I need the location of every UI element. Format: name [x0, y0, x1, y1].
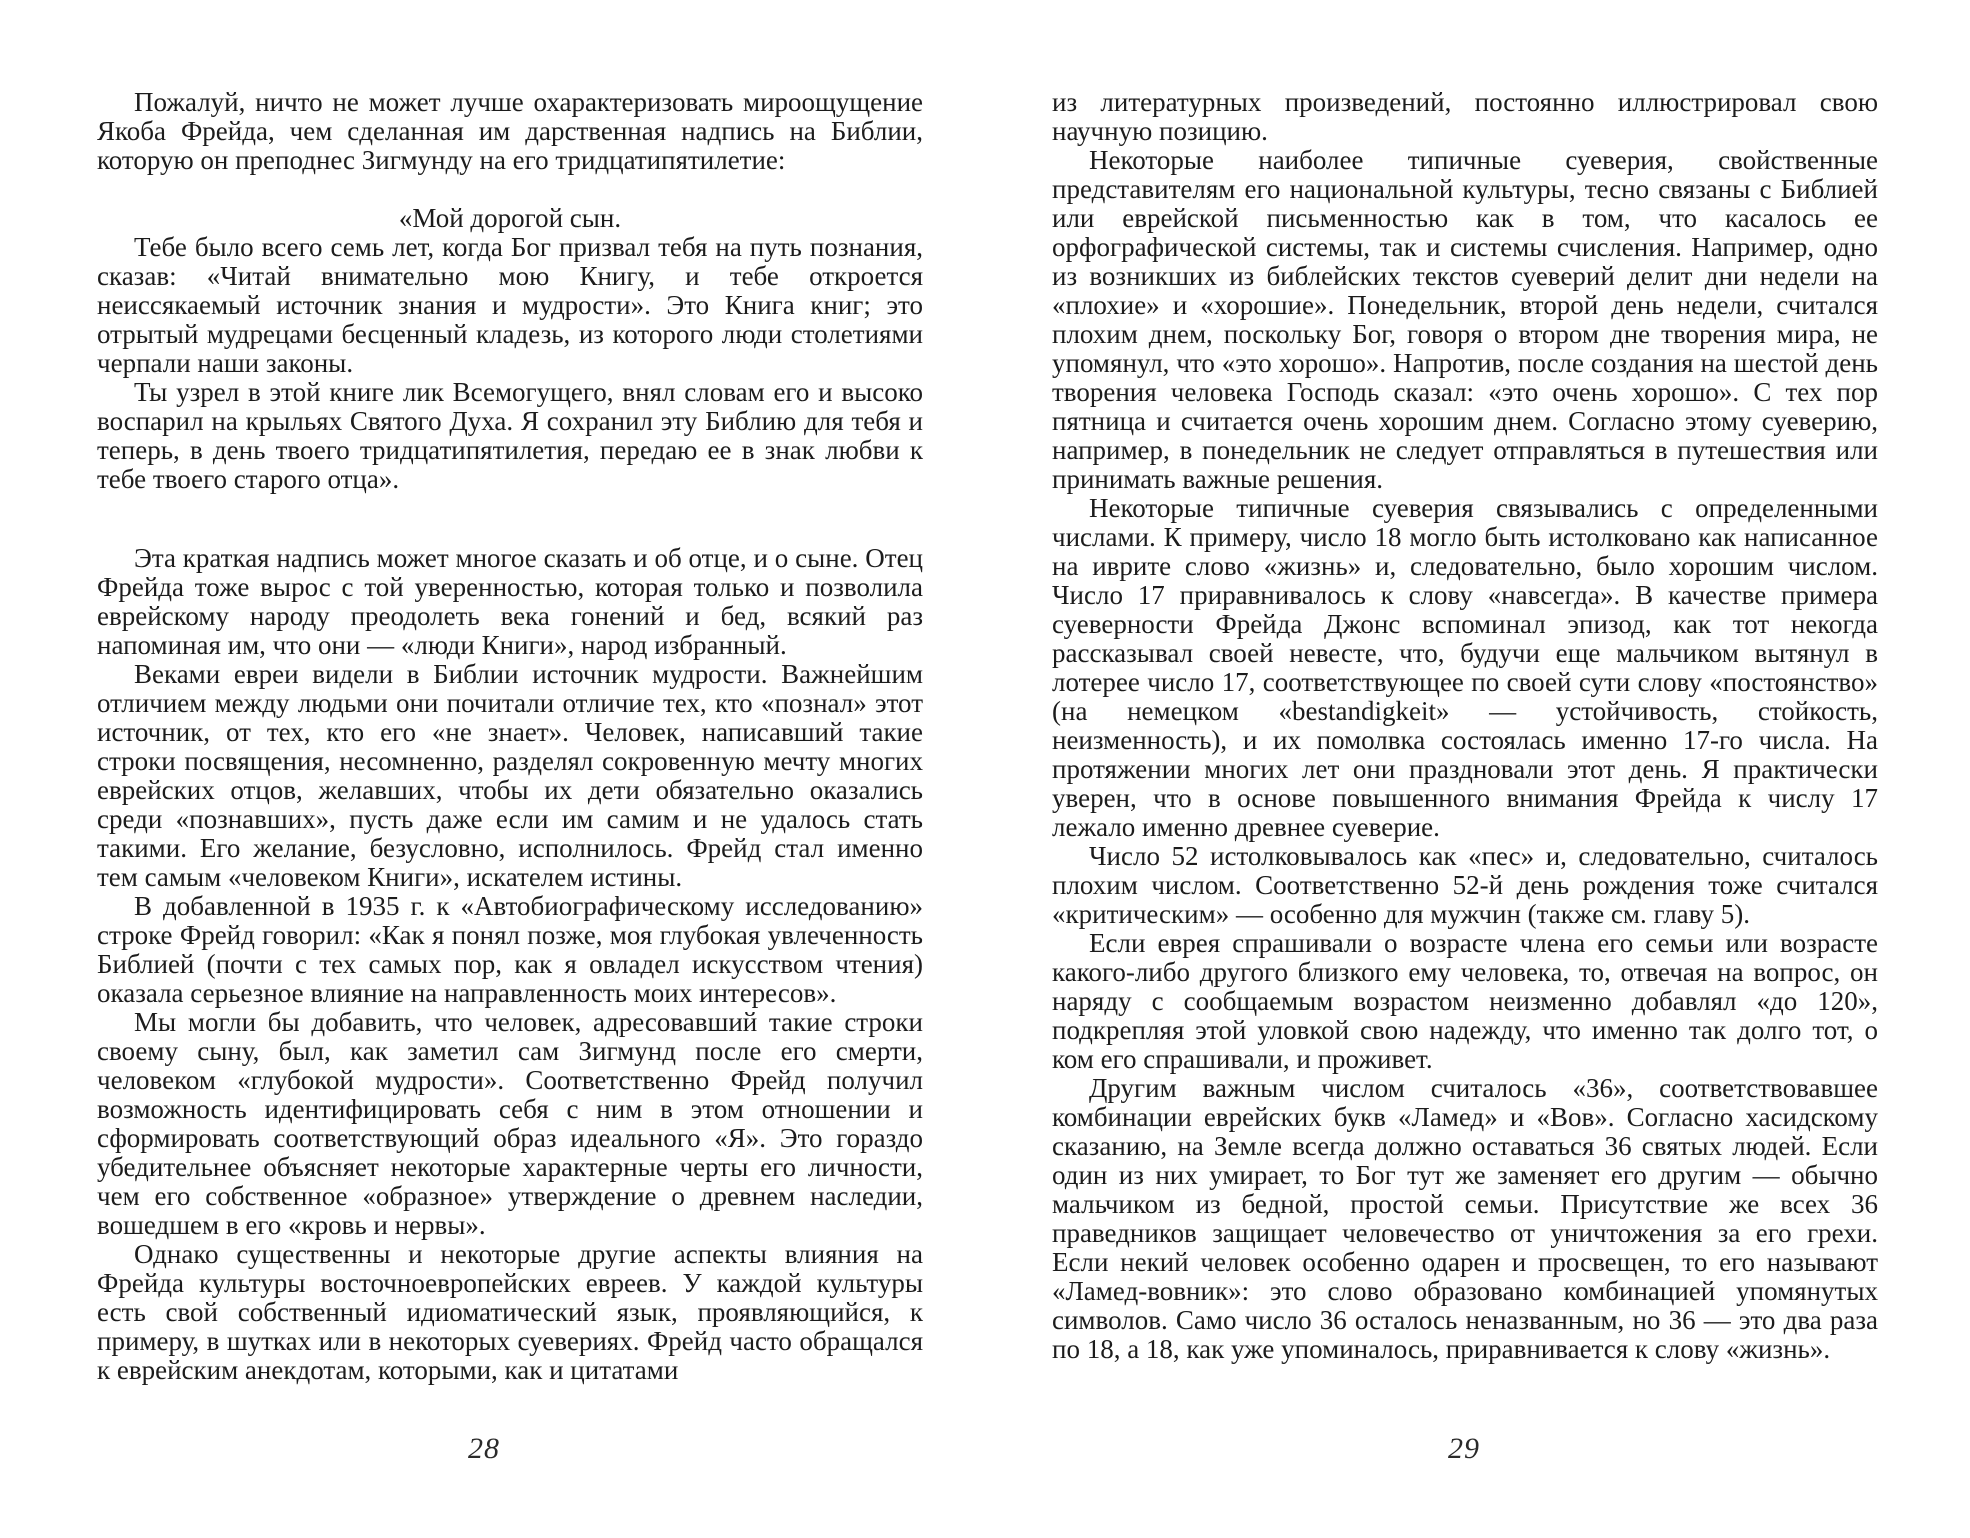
- page-number-left: 28: [468, 1432, 500, 1465]
- body-paragraph: Другим важным числом считалось «36», соответствовавшее комбинации еврейских букв «Ламед» и «Вов». Согласно хасидскому сказанию, на Земле всегда должно оставаться 36 святых людей. Если один из них умирает, то Бог тут же заменяет его другим — обычно мальчиком из бедной, простой семьи. Присутствие же всех 36 праведников защищает человечество от уничтожения за его грехи. Если некий человек особенно одарен и просвещен, то его называют «Ламед-вовник»: это слово образовано комбинацией упомянутых символов. Само число 36 осталось неназванным, но 36 — это два раза по 18, а 18, как уже упоминалось, приравнивается к слову «жизнь».: [1052, 1073, 1878, 1364]
- spacer: [97, 175, 923, 204]
- inscription-salutation: «Мой дорогой сын.: [398, 203, 622, 233]
- inscription-paragraph: Ты узрел в этой книге лик Всемогущего, внял словам его и высоко воспарил на крыльях Святого Духа. Я сохранил эту Библию для тебя и теперь, в день твоего тридцатипятилетия, передаю ее в знак любви к тебе твоего старого отца».: [97, 377, 923, 494]
- body-paragraph: Некоторые типичные суеверия связывались с определенными числами. К примеру, число 18 могло быть истолковано как написанное на иврите слово «жизнь» и, следовательно, было хорошим числом. Число 17 приравнивалось к слову «навсегда». В качестве примера суеверности Фрейда Джонс вспоминал эпизод, как тот некогда рассказывал своей невесте, что, будучи еще мальчиком вытянул в лотерее число 17, соответствующее по своей сути слову «постоянство» (на немецком «bestandigkeit» — устойчивость, стойкость, неизменность), и их помолвка состоялась именно 17-го числа. На протяжении многих лет они праздновали этот день. Я практически уверен, что в основе повышенного внимания Фрейда к числу 17 лежало именно древнее суеверие.: [1052, 493, 1878, 842]
- body-paragraph: Число 52 истолковывалось как «пес» и, следовательно, считалось плохим числом. Соответственно 52-й день рождения тоже считался «критическим» — особенно для мужчин (также см. главу 5).: [1052, 841, 1878, 929]
- inscription-paragraph: Тебе было всего семь лет, когда Бог призвал тебя на путь познания, сказав: «Читай внимательно мою Книгу, и тебе откроется неиссякаемый источник знания и мудрости». Это Книга книг; это отрытый мудрецами бесценный кладезь, из которого люди столетиями черпали наши законы.: [97, 232, 923, 378]
- spacer: [97, 494, 923, 544]
- body-paragraph: Мы могли бы добавить, что человек, адресовавший такие строки своему сыну, был, как заметил сам Зигмунд после его смерти, человеком «глубокой мудрости». Соответственно Фрейд получил возможность идентифицировать себя с ним в этом отношении и сформировать соответствующий образ идеального «Я». Это гораздо убедительнее объясняет некоторые характерные черты его личности, чем его собственное «образное» утверждение о древнем наследии, вошедшем в его «кровь и нервы».: [97, 1007, 923, 1240]
- left-page: [97, 88, 923, 1385]
- body-paragraph: Веками евреи видели в Библии источник мудрости. Важнейшим отличием между людьми они почитали отличие тех, кто «познал» этот источник, от тех, кто его «не знает». Человек, написавший такие строки посвящения, несомненно, разделял сокровенную мечту многих еврейских отцов, желавших, чтобы их дети обязательно оказались среди «познавших», пусть даже если им самим и не удалось стать такими. Его желание, безусловно, исполнилось. Фрейд стал именно тем самым «человеком Книги», искателем истины.: [97, 659, 923, 892]
- body-paragraph: Если еврея спрашивали о возрасте члена его семьи или возрасте какого-либо другого близкого ему человека, то, отвечая на вопрос, он наряду с сообщаемым возрастом неизменно добавлял «до 120», подкрепляя этой уловкой свою надежду, что именно так долго тот, о ком его спрашивали, и проживет.: [1052, 928, 1878, 1074]
- body-paragraph: Некоторые наиболее типичные суеверия, свойственные представителям его национальной культуры, тесно связаны с Библией или еврейской письменностью как в том, что касалось ее орфографической системы, так и системы счисления. Например, одно из возникших из библейских текстов суеверий делит дни недели на «плохие» и «хорошие». Понедельник, второй день недели, считался плохим днем, поскольку Бог, говоря о втором дне творения мира, не упомянул, что «это хорошо». Напротив, после создания на шестой день творения человека Господь сказал: «это очень хорошо». С тех пор пятница и считается очень хорошим днем. Согласно этому суеверию, например, в понедельник не следует отправляться в путешествия или принимать важные решения.: [1052, 145, 1878, 494]
- body-paragraph: Эта краткая надпись может многое сказать и об отце, и о сыне. Отец Фрейда тоже вырос с той уверенностью, которая только и позволила еврейскому народу преодолеть века гонений и бед, всякий раз напоминая им, что они — «люди Книги», народ избранный.: [97, 543, 923, 660]
- continuation-paragraph: из литературных произведений, постоянно иллюстрировал свою научную позицию.: [1052, 87, 1878, 146]
- body-paragraph: Однако существенны и некоторые другие аспекты влияния на Фрейда культуры восточноевропейских евреев. У каждой культуры есть свой собственный идиоматический язык, проявляющийся, к примеру, в шутках или в некоторых суевериях. Фрейд часто обращался к еврейским анекдотам, которыми, как и цитатами: [97, 1239, 923, 1385]
- intro-paragraph: Пожалуй, ничто не может лучше охарактеризовать мироощущение Якоба Фрейда, чем сделанная им дарственная надпись на Библии, которую он преподнес Зигмунду на его тридцатипятилетие:: [97, 87, 923, 175]
- right-page: [1052, 88, 1878, 1364]
- body-paragraph: В добавленной в 1935 г. к «Автобиографическому исследованию» строке Фрейд говорил: «Как я понял позже, моя глубокая увлеченность Библией (почти с тех самых пор, как я овладел искусством чтения) оказала серьезное влияние на направленность моих интересов».: [97, 891, 923, 1008]
- page-number-right: 29: [1448, 1432, 1480, 1465]
